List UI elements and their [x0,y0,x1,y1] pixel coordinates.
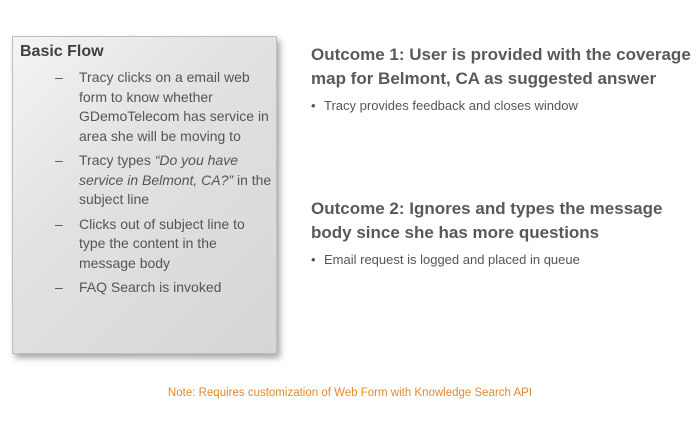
footnote: Note: Requires customization of Web Form with Knowledge Search API [167,387,533,399]
flow-step-text-prefix: Tracy types [79,152,155,168]
basic-flow-list [13,68,278,303]
bullet-dot: • [311,252,316,267]
flow-step-3 [13,215,278,274]
dash-bullet: – [55,215,63,232]
flow-step-4 [13,278,278,298]
flow-step-text: Clicks out of subject line to type the content in the message body [79,215,245,271]
basic-flow-box [12,36,277,354]
bullet-dot: • [311,98,316,113]
flow-step-1 [13,68,278,146]
dash-bullet: – [55,69,63,85]
outcome-2-bullet-text: Email request is logged and placed in queue [324,252,580,267]
outcome-2-title: Outcome 2: Ignores and types the message body since she has more questions [311,199,663,242]
dash-bullet: – [55,279,63,295]
outcome-1 [311,43,696,113]
flow-step-text: Tracy clicks on a email web form to know whether GDemoTelecom has service in area she will be moving to [79,69,269,144]
outcome-1-bullet [311,98,696,113]
outcome-1-title: Outcome 1: User is provided with the coverage map for Belmont, CA as suggested answer [311,45,691,88]
flow-step-text: FAQ Search is invoked [79,279,222,295]
flow-step-quoted-subject: “Do you have service in Belmont, CA?” [79,152,239,188]
outcome-1-bullet-text: Tracy provides feedback and closes window [324,98,578,113]
outcome-2-bullet [311,252,696,267]
flow-step-text-suffix: in the subject line [79,171,272,207]
flow-step-2 [13,151,278,210]
basic-flow-title: Basic Flow [20,43,104,60]
dash-bullet: – [55,152,63,168]
outcome-2 [311,197,696,267]
